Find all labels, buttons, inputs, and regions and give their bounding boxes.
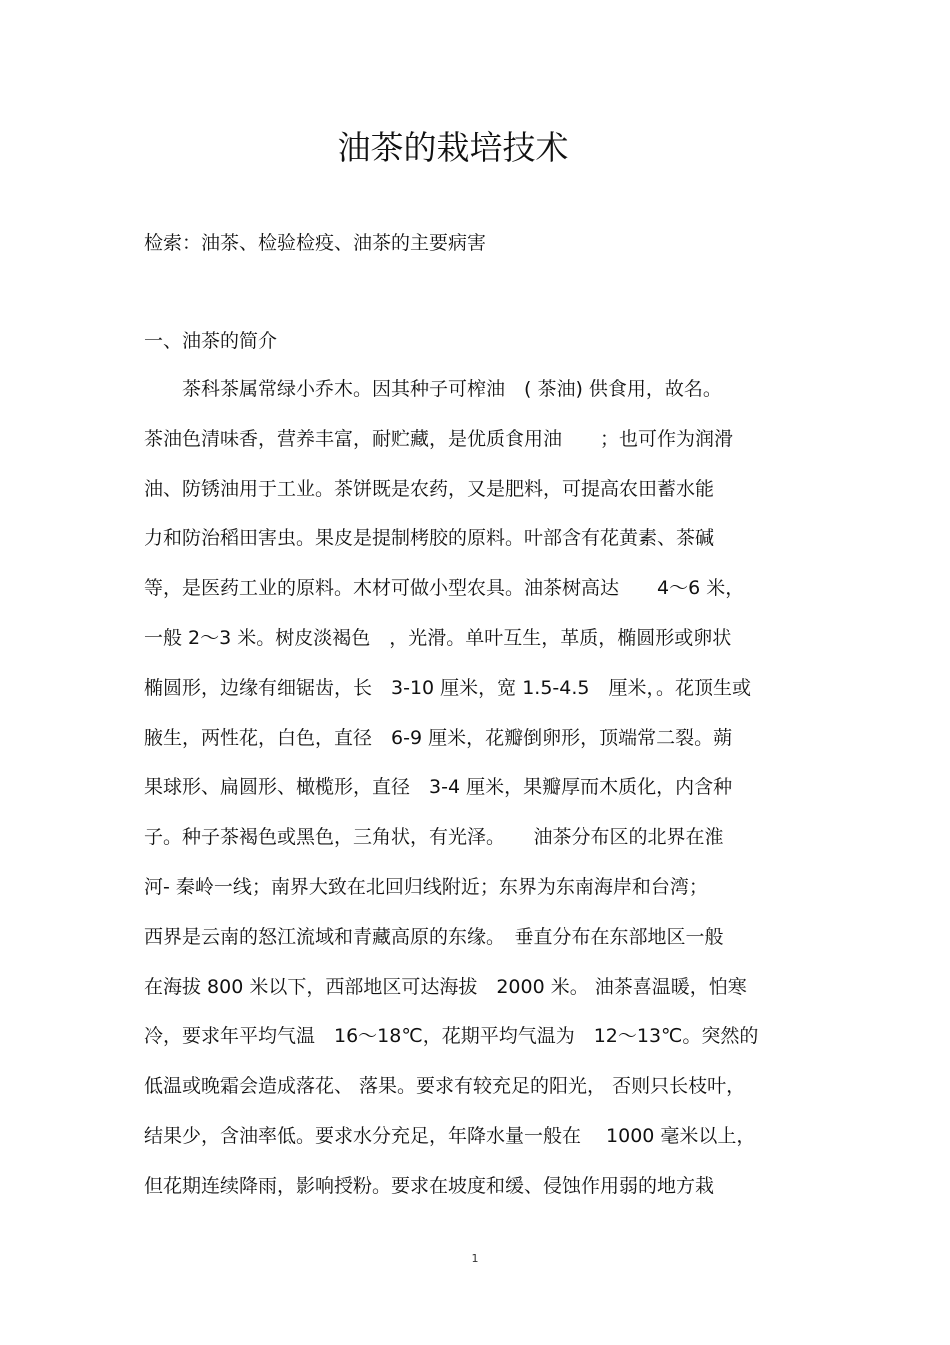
body-line: 低温或晚霜会造成落花、 落果。要求有较充足的阳光， 否则只长枝叶， [144,1075,746,1098]
body-line: 冷，要求年平均气温 16～18℃，花期平均气温为 12～13℃。突然的 [144,1025,759,1048]
body-line: 子。种子茶褐色或黑色，三角状，有光泽。 油茶分布区的北界在淮 [144,826,724,849]
body-line: 等，是医药工业的原料。木材可做小型农具。油茶树高达 4～6 米， [144,577,745,600]
page-number: 1 [471,1252,479,1265]
body-line: 茶科茶属常绿小乔木。因其种子可榨油 ( 茶油) 供食用，故名。 [144,378,722,400]
document-title: 油茶的栽培技术 [337,128,569,167]
body-line: 茶油色清味香，营养丰富，耐贮藏，是优质食用油 ；也可作为润滑 [144,427,734,450]
section-heading: 一、油茶的简介 [144,330,278,352]
body-line: 果球形、扁圆形、橄榄形，直径 3-4 厘米，果瓣厚而木质化，内含种 [144,776,733,799]
body-line: 但花期连续降雨，影响授粉。要求在坡度和缓、侵蚀作用弱的地方栽 [144,1174,715,1197]
body-line: 结果少，含油率低。要求水分充足，年降水量一般在 1000 毫米以上， [144,1124,756,1147]
body-line: 力和防治稻田害虫。果皮是提制栲胶的原料。叶部含有花黄素、茶碱 [144,527,715,550]
body-line: 腋生，两性花，白色，直径 6-9 厘米，花瓣倒卵形，顶端常二裂。蒴 [144,726,733,749]
body-line: 油、防锈油用于工业。茶饼既是农药，又是肥料，可提高农田蓄水能 [144,477,715,500]
keywords-line: 检索：油茶、检验检疫、油茶的主要病害 [144,232,487,254]
body-line: 椭圆形，边缘有细锯齿，长 3-10 厘米，宽 1.5-4.5 厘米，。花顶生或 [144,676,751,699]
body-paragraph [144,374,824,1221]
body-line: 西界是云南的怒江流域和青藏高原的东缘。 垂直分布在东部地区一般 [144,925,724,948]
body-line: 在海拔 800 米以下，西部地区可达海拔 2000 米。 油茶喜温暖，怕寒 [144,975,747,998]
body-line: 河- 秦岭一线；南界大致在北回归线附近；东界为东南海岸和台湾； [144,875,708,898]
body-line: 一般 2～3 米。树皮淡褐色 ，光滑。单叶互生，革质，椭圆形或卵状 [144,626,732,649]
